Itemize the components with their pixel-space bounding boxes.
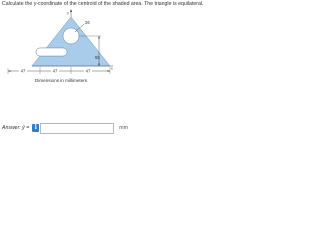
answer-label: Answer: ȳ = — [2, 125, 30, 131]
spacing-dimension-2: 47 — [52, 68, 58, 74]
radius-dimension: 26 — [85, 20, 90, 25]
dim-arrow-2 — [108, 70, 111, 72]
info-icon[interactable]: i — [32, 124, 39, 132]
problem-diagram — [0, 0, 204, 140]
spacing-dimension-3: 47 — [85, 68, 91, 74]
spacing-dimension-1: 47 — [20, 68, 26, 74]
dim-arrow-1 — [8, 70, 11, 72]
question-text: Calculate the y-coordinate of the centroid of the shaded area. The triangle is equilateral. — [2, 1, 204, 7]
height-dimension: 55 — [95, 55, 100, 60]
dimensions-caption: Dimensions in millimeters — [35, 78, 88, 83]
answer-input[interactable] — [40, 123, 114, 134]
answer-row — [2, 121, 128, 135]
y-axis-label: y — [67, 10, 69, 15]
height-arrow-top — [98, 36, 100, 39]
y-axis-arrowhead — [70, 9, 72, 12]
units-label: mm — [119, 125, 128, 131]
x-axis-label: x — [111, 65, 113, 71]
slot-cutout — [36, 48, 67, 56]
